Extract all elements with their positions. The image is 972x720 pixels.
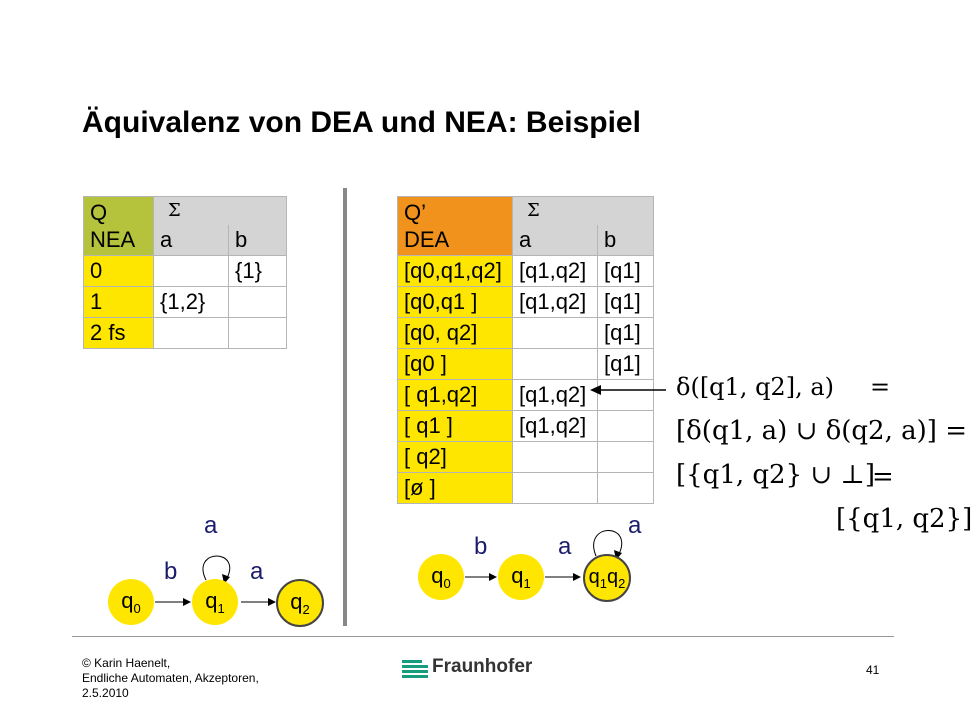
nea-cell-a [154, 256, 229, 287]
dea-state-cell: [q0, q2] [398, 318, 513, 349]
dea-cell-a: [q1,q2] [513, 411, 598, 442]
nea-state-cell: 2 fs [84, 318, 154, 349]
table-row [84, 256, 287, 287]
nea-symbol-a: a [154, 225, 229, 256]
dea-symbol-a: a [513, 225, 598, 256]
formula-delta-expr: δ([q1, q2], a) [676, 373, 834, 401]
nea-edge-label-b: b [164, 558, 178, 585]
page-number: 41 [866, 663, 880, 677]
dea-state-cell: [q0,q1 ] [398, 287, 513, 318]
dea-header-q-line1: Q’ [404, 200, 426, 225]
nea-cell-b: {1} [229, 256, 287, 287]
dea-cell-a [513, 442, 598, 473]
table-row [84, 287, 287, 318]
fraunhofer-logo-text: Fraunhofer [432, 656, 533, 677]
nea-symbol-b: b [229, 225, 287, 256]
formula-union-expr: [δ(q1, a) ∪ δ(q2, a)] [676, 416, 937, 446]
nea-state-q1: $q_1$ [192, 579, 238, 625]
dea-cell-b [598, 411, 654, 442]
nea-cell-b [229, 318, 287, 349]
nea-state-cell: 1 [84, 287, 154, 318]
dea-loop-label: a [628, 512, 642, 539]
vertical-divider [343, 188, 347, 626]
dea-edge-label-a: a [558, 533, 572, 560]
dea-table [397, 196, 654, 504]
dea-cell-b: [q1] [598, 349, 654, 380]
dea-cell-b: [q1] [598, 287, 654, 318]
formula-eq1: = [870, 373, 891, 401]
table-row [398, 256, 654, 287]
dea-state-cell: [q0,q1,q2] [398, 256, 513, 287]
nea-table [83, 196, 287, 349]
page-title: Äquivalenz von DEA und NEA: Beispiel [82, 106, 641, 139]
dea-header-q-line2: DEA [404, 227, 450, 252]
formula-line1 [676, 373, 834, 401]
pointer-arrow [590, 380, 670, 400]
footer-credit [82, 656, 259, 701]
nea-cell-a: {1,2} [154, 287, 229, 318]
dea-cell-a [513, 349, 598, 380]
nea-cell-b [229, 287, 287, 318]
table-row [84, 197, 287, 226]
footer-rule [72, 636, 894, 637]
formula-eq3: = [872, 462, 894, 492]
formula-eq2: = [945, 416, 967, 446]
fraunhofer-logo [402, 656, 532, 678]
dea-state-q1: $q_1$ [498, 554, 544, 600]
footer-line: Endliche Automaten, Akzeptoren, [82, 671, 259, 685]
dea-cell-b: [q1] [598, 318, 654, 349]
dea-edge-label-b: b [474, 533, 488, 560]
nea-cell-a [154, 318, 229, 349]
dea-state-q0: $q_0$ [418, 554, 464, 600]
dea-cell-a [513, 473, 598, 504]
dea-cell-a [513, 318, 598, 349]
footer-line: © Karin Haenelt, [82, 656, 171, 670]
table-row [398, 473, 654, 504]
table-row [84, 318, 287, 349]
dea-cell-a: [q1,q2] [513, 256, 598, 287]
table-row [398, 318, 654, 349]
table-row [398, 287, 654, 318]
dea-state-cell: [ q1 ] [398, 411, 513, 442]
nea-loop-label: a [204, 512, 218, 539]
fraunhofer-logo-icon [402, 656, 428, 678]
formula-bottom-expr: [{q1, q2} ∪ ⊥] [676, 460, 876, 490]
dea-state-cell: [ q1,q2] [398, 380, 513, 411]
dea-cell-a: [q1,q2] [513, 287, 598, 318]
table-row [398, 349, 654, 380]
formula-line2 [676, 416, 967, 446]
footer-line: 2.5.2010 [82, 686, 129, 700]
dea-cell-b [598, 473, 654, 504]
formula-line4 [836, 504, 972, 534]
dea-cell-b: [q1] [598, 256, 654, 287]
dea-cell-b [598, 442, 654, 473]
table-row [398, 442, 654, 473]
sigma-symbol: Σ [168, 200, 181, 221]
dea-header-q [398, 197, 513, 256]
nea-state-q2: $q_2$ [276, 579, 324, 627]
table-row [398, 197, 654, 226]
dea-state-cell: [ q2] [398, 442, 513, 473]
dea-state-cell: [q0 ] [398, 349, 513, 380]
formula-line3 [676, 460, 875, 490]
nea-state-cell: 0 [84, 256, 154, 287]
nea-header-q [84, 197, 154, 256]
nea-edge-label-a: a [250, 558, 264, 585]
dea-cell-a: [q1,q2] [513, 380, 598, 411]
dea-sigma-cell [513, 197, 654, 226]
nea-header-q-line2: NEA [90, 227, 136, 252]
nea-sigma-cell [154, 197, 287, 226]
table-row [398, 411, 654, 442]
sigma-symbol: Σ [527, 200, 540, 221]
nea-header-q-line1: Q [90, 200, 108, 225]
formula-result-expr: [{q1, q2}] [836, 504, 972, 534]
dea-state-cell: [ø ] [398, 473, 513, 504]
dea-state-q1q2: $q_1q_2$ [583, 554, 631, 602]
nea-state-q0: $q_0$ [108, 579, 154, 625]
dea-symbol-b: b [598, 225, 654, 256]
